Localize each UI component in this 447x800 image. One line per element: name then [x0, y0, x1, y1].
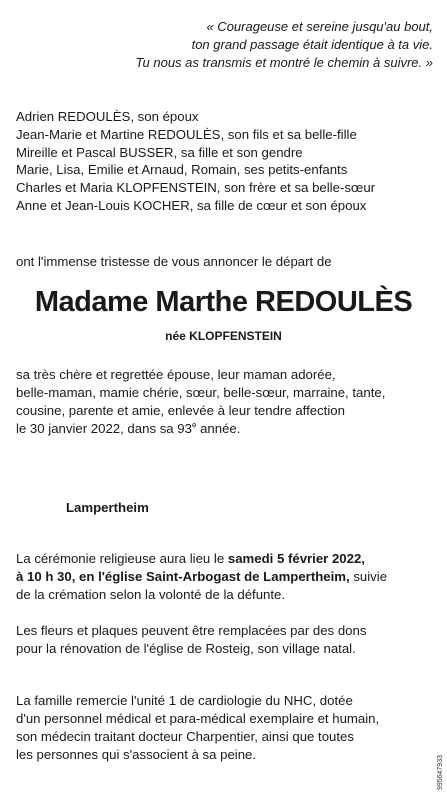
reference-number: 995647933	[437, 754, 444, 790]
ceremony-location: à 10 h 30, en l'église Saint-Arbogast de Lampertheim,	[16, 569, 350, 584]
flowers-line: Les fleurs et plaques peuvent être remplacées par des dons	[16, 623, 367, 638]
description-line: cousine, parente et amie, enlevée à leur tendre affection	[16, 403, 345, 418]
thanks-line: d'un personnel médical et para-médical exemplaire et humain,	[16, 711, 380, 726]
flowers-info	[16, 622, 366, 658]
description-line	[16, 420, 385, 438]
family-member: Anne et Jean-Louis KOCHER, sa fille de cœur et son époux	[16, 197, 367, 213]
quote-line: « Courageuse et sereine jusqu'au bout,	[206, 19, 433, 34]
quote-line: ton grand passage était identique à ta vie.	[191, 37, 433, 52]
description-line: sa très chère et regrettée épouse, leur maman adorée,	[16, 367, 336, 382]
year-text: année.	[196, 421, 241, 436]
ceremony-date: samedi 5 février 2022,	[227, 551, 365, 566]
epigraph-quote	[13, 18, 433, 72]
ceremony-text: La cérémonie religieuse aura lieu le	[16, 551, 228, 566]
city-name: Lampertheim	[66, 500, 149, 515]
family-member: Marie, Lisa, Emilie et Arnaud, Romain, ses petits-enfants	[16, 162, 348, 178]
family-list	[16, 108, 375, 215]
ceremony-text: suivie	[349, 569, 388, 584]
ceremony-info	[16, 550, 387, 604]
maiden-name: née KLOPFENSTEIN	[165, 329, 282, 343]
death-date-text: le 30 janvier 2022, dans sa 93	[16, 421, 192, 436]
family-member: Adrien REDOULÈS, son époux	[16, 109, 199, 124]
thanks-info	[16, 692, 379, 764]
ceremony-line: de la crémation selon la volonté de la défunte.	[16, 587, 286, 602]
deceased-name: Madame Marthe REDOULÈS	[34, 286, 413, 318]
ceremony-line	[16, 568, 387, 586]
ceremony-line	[16, 550, 387, 568]
quote-line: Tu nous as transmis et montré le chemin à suivre. »	[135, 55, 433, 70]
announcement-intro	[16, 253, 332, 271]
family-member: Mireille et Pascal BUSSER, sa fille et son gendre	[16, 144, 303, 160]
intro-text: ont l'immense tristesse de vous annoncer le départ de	[16, 254, 332, 269]
family-member: Jean-Marie et Martine REDOULÈS, son fils et sa belle-fille	[16, 126, 357, 142]
thanks-line: les personnes qui s'associent à sa peine.	[16, 747, 257, 762]
deceased-description	[16, 366, 385, 438]
thanks-line: La famille remercie l'unité 1 de cardiologie du NHC, dotée	[16, 693, 353, 708]
description-line: belle-maman, mamie chérie, sœur, belle-sœur, marraine, tante,	[16, 385, 386, 400]
family-member: Charles et Maria KLOPFENSTEIN, son frère et sa belle-sœur	[16, 180, 376, 196]
thanks-line: son médecin traitant docteur Charpentier, ainsi que toutes	[16, 729, 354, 744]
ordinal-suffix: e	[191, 420, 197, 430]
flowers-line: pour la rénovation de l'église de Rosteig, son village natal.	[16, 641, 356, 656]
